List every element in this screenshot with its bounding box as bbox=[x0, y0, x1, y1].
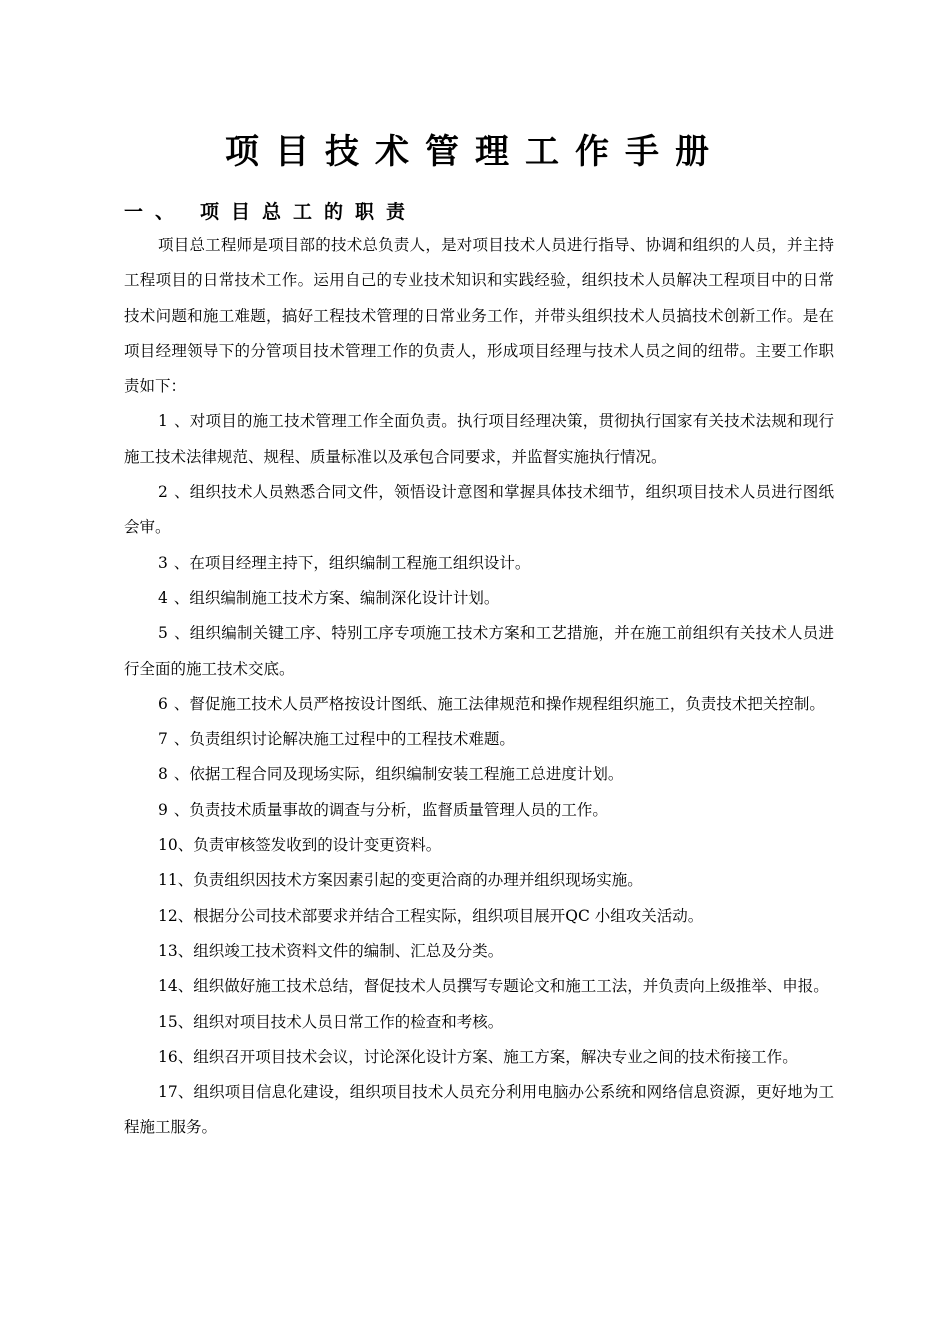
item-text: 、根据分公司技术部要求并结合工程实际，组织项目展开QC 小组攻关活动。 bbox=[177, 906, 704, 925]
item-number: 9 bbox=[158, 800, 168, 819]
item-number: 13 bbox=[158, 941, 178, 960]
item-number: 8 bbox=[158, 765, 168, 784]
list-item bbox=[124, 793, 834, 828]
list-item bbox=[124, 616, 834, 687]
item-text: 、依据工程合同及现场实际，组织编制安装工程施工总进度计划。 bbox=[173, 765, 624, 784]
intro-paragraph: 项目总工程师是项目部的技术总负责人，是对项目技术人员进行指导、协调和组织的人员，并主持工程项目的日常技术工作。运用自己的专业技术知识和实践经验，组织技术人员解决工程项目中的日常技术问题和施工难题，搞好工程技术管理的日常业务工作，并带头组织技术人员搞技术创新工作。是在项目经理领导下的分管项目技术管理工作的负责人，形成项目经理与技术人员之间的纽带。主要工作职责如下： bbox=[124, 236, 834, 396]
list-item bbox=[124, 899, 834, 934]
list-item bbox=[124, 687, 834, 722]
item-text: 、负责组织因技术方案因素引起的变更洽商的办理并组织现场实施。 bbox=[177, 871, 643, 890]
item-number: 3 bbox=[158, 553, 168, 572]
list-item bbox=[124, 546, 834, 581]
item-number: 2 bbox=[158, 483, 168, 502]
item-text: 、督促施工技术人员严格按设计图纸、施工法律规范和操作规程组织施工，负责技术把关控制。 bbox=[173, 694, 825, 713]
list-item bbox=[124, 757, 834, 792]
section-heading bbox=[124, 198, 417, 226]
document-body bbox=[124, 228, 834, 1146]
item-text: 、组织对项目技术人员日常工作的检查和考核。 bbox=[177, 1012, 504, 1031]
item-text: 、组织编制施工技术方案、编制深化设计计划。 bbox=[173, 588, 500, 607]
item-number: 10 bbox=[158, 836, 178, 855]
item-text: 、组织项目信息化建设，组织项目技术人员充分利用电脑办公系统和网络信息资源，更好地为工程施工服务。 bbox=[124, 1083, 834, 1137]
list-item bbox=[124, 1040, 834, 1075]
item-number: 11 bbox=[158, 871, 178, 890]
item-text: 、组织技术人员熟悉合同文件，领悟设计意图和掌握具体技术细节，组织项目技术人员进行图纸会审。 bbox=[124, 483, 834, 537]
list-item bbox=[124, 863, 834, 898]
item-number: 1 bbox=[158, 412, 168, 431]
list-item bbox=[124, 1005, 834, 1040]
document-title: 项目技术管理工作手册 bbox=[225, 132, 725, 172]
list-item bbox=[124, 475, 834, 546]
item-number: 17 bbox=[158, 1083, 178, 1102]
item-number: 6 bbox=[158, 694, 168, 713]
item-text: 、组织做好施工技术总结，督促技术人员撰写专题论文和施工工法，并负责向上级推举、申报。 bbox=[177, 977, 829, 996]
item-number: 4 bbox=[158, 588, 168, 607]
item-text: 、对项目的施工技术管理工作全面负责。执行项目经理决策，贯彻执行国家有关技术法规和现行施工技术法律规范、规程、质量标准以及承包合同要求，并监督实施执行情况。 bbox=[124, 412, 834, 466]
item-text: 、组织竣工技术资料文件的编制、汇总及分类。 bbox=[177, 941, 504, 960]
item-text: 、组织编制关键工序、特别工序专项施工技术方案和工艺措施，并在施工前组织有关技术人员进行全面的施工技术交底。 bbox=[124, 624, 834, 678]
item-text: 、负责审核签发收到的设计变更资料。 bbox=[177, 836, 442, 855]
item-text: 、负责技术质量事故的调查与分析，监督质量管理人员的工作。 bbox=[173, 800, 608, 819]
list-item bbox=[124, 934, 834, 969]
section-title: 项目总工的职责 bbox=[200, 201, 418, 223]
item-number: 16 bbox=[158, 1047, 178, 1066]
list-item bbox=[124, 581, 834, 616]
item-number: 7 bbox=[158, 730, 168, 749]
list-item bbox=[124, 828, 834, 863]
item-text: 、负责组织讨论解决施工过程中的工程技术难题。 bbox=[173, 730, 515, 749]
item-number: 12 bbox=[158, 906, 178, 925]
item-number: 14 bbox=[158, 977, 178, 996]
item-text: 、在项目经理主持下，组织编制工程施工组织设计。 bbox=[173, 553, 531, 572]
list-item bbox=[124, 969, 834, 1004]
list-item bbox=[124, 722, 834, 757]
item-number: 15 bbox=[158, 1012, 178, 1031]
section-number: 一、 bbox=[124, 201, 187, 223]
list-item bbox=[124, 1075, 834, 1146]
item-number: 5 bbox=[158, 624, 168, 643]
item-text: 、组织召开项目技术会议，讨论深化设计方案、施工方案，解决专业之间的技术衔接工作。 bbox=[177, 1047, 798, 1066]
list-item bbox=[124, 404, 834, 475]
